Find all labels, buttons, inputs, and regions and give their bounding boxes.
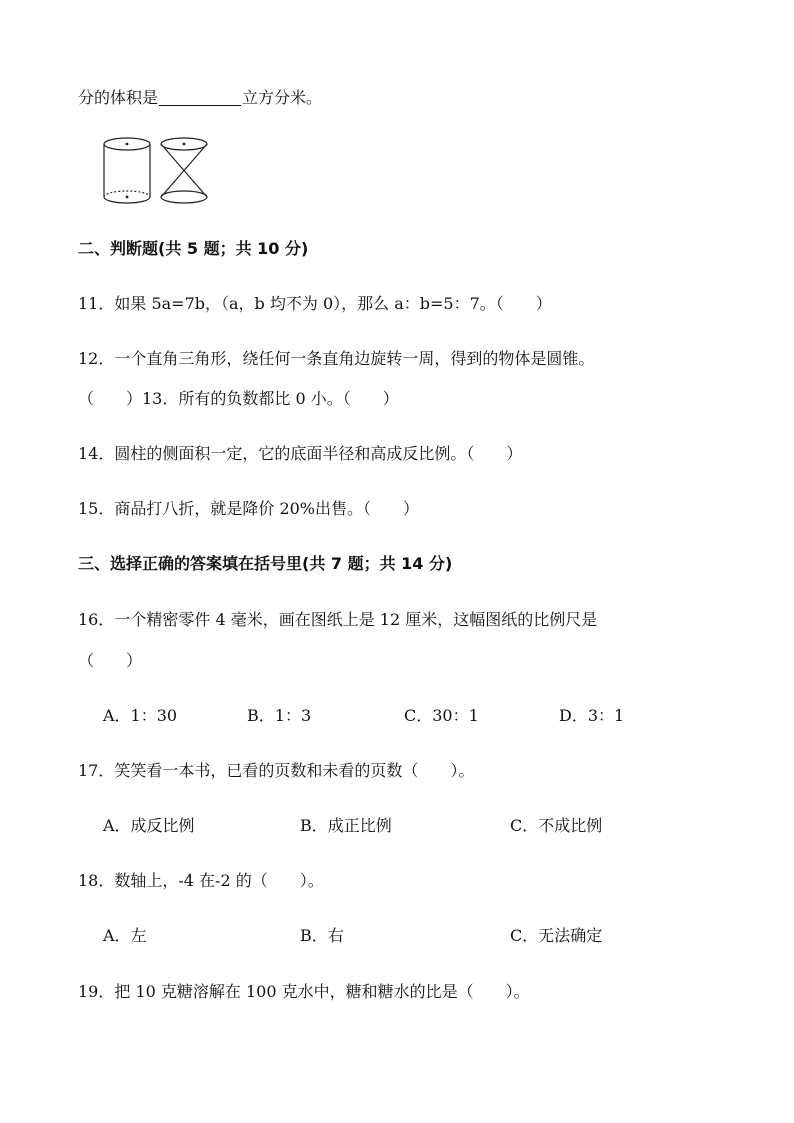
q17-option-b[interactable]: B．成正比例 [300, 816, 392, 835]
q12-q13-line: （ ）13．所有的负数都比 0 小。（ ） [78, 389, 399, 408]
q18-option-b[interactable]: B．右 [300, 926, 344, 945]
q16-option-b[interactable]: B．1：3 [247, 706, 312, 725]
cylinder-shape [104, 138, 150, 203]
answer-blank[interactable] [159, 89, 241, 106]
q11-text: 11．如果 5a=7b，（a，b 均不为 0），那么 a：b=5：7。（ ） [78, 294, 552, 313]
q16-line1: 16．一个精密零件 4 毫米，画在图纸上是 12 厘米，这幅图纸的比例尺是 [78, 610, 598, 629]
q17-option-a[interactable]: A．成反比例 [103, 816, 195, 835]
section2-heading: 二、判断题(共 5 题；共 10 分) [78, 239, 309, 258]
q10-tail-before: 分的体积是 [78, 88, 159, 107]
double-cone-shape [161, 138, 207, 203]
q18-option-c[interactable]: C．无法确定 [510, 926, 603, 945]
q16-line2: （ ） [78, 651, 143, 670]
q18-option-a[interactable]: A．左 [103, 926, 147, 945]
q16-option-a[interactable]: A．1：30 [103, 706, 178, 725]
q15-text: 15．商品打八折，就是降价 20%出售。（ ） [78, 499, 420, 518]
cylinder-cone-figure [100, 132, 215, 210]
q10-tail-after: 立方分米。 [242, 88, 323, 107]
q19-text: 19．把 10 克糖溶解在 100 克水中，糖和糖水的比是（ ）。 [78, 982, 530, 1001]
q18-text: 18．数轴上，-4 在-2 的（ ）。 [78, 871, 324, 890]
q12-line1: 12．一个直角三角形，绕任何一条直角边旋转一周，得到的物体是圆锥。 [78, 349, 595, 368]
q16-option-d[interactable]: D．3：1 [559, 706, 625, 725]
q16-option-c[interactable]: C．30：1 [404, 706, 479, 725]
q10-tail-line [78, 88, 322, 108]
section3-heading: 三、选择正确的答案填在括号里(共 7 题；共 14 分) [78, 554, 453, 573]
q17-text: 17．笑笑看一本书，已看的页数和未看的页数（ ）。 [78, 761, 475, 780]
q17-option-c[interactable]: C．不成比例 [510, 816, 603, 835]
q14-text: 14．圆柱的侧面积一定，它的底面半径和高成反比例。（ ） [78, 444, 523, 463]
